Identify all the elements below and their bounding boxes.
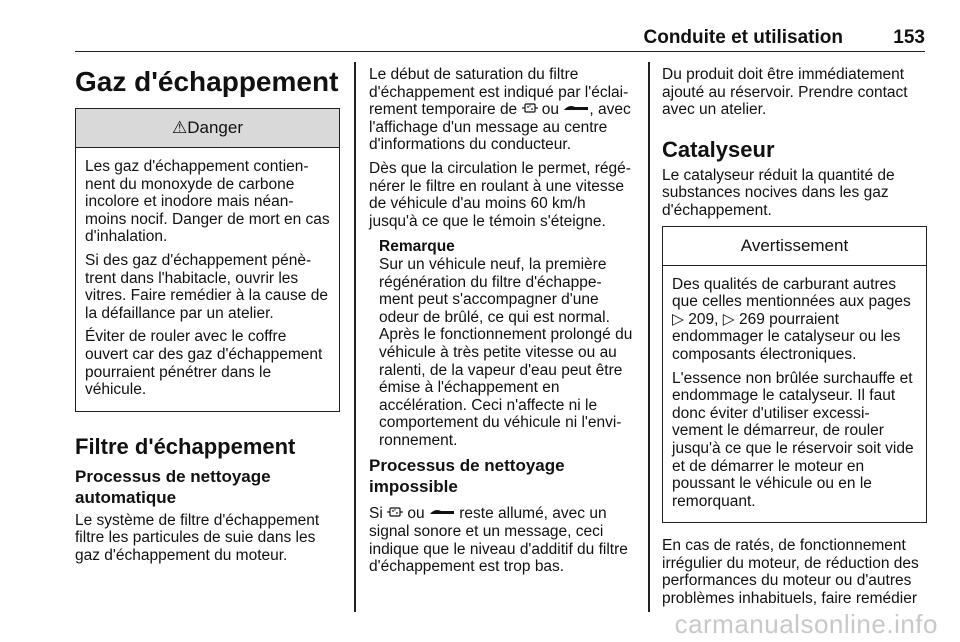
paragraph: Le catalyseur réduit la quantité de substances nocives dans les gaz d'échappement. — [662, 166, 895, 219]
exhaust-pipe-icon — [429, 505, 455, 523]
text-span: pourraient endommager le catalyseur ou les composants électroniques. — [672, 310, 901, 363]
warning-box — [662, 226, 927, 524]
column-3 — [662, 62, 927, 614]
page-reference-link[interactable]: 269 — [738, 310, 765, 328]
column-divider — [354, 62, 356, 612]
paragraph: En cas de ratés, de fonctionnement irrégulier du moteur, de réduction des performances du moteur ou d'autres problèmes inhabituels, faire remédier — [662, 537, 919, 608]
text-span: Des qualités de carburant autres que celles mentionnées aux pages — [672, 275, 911, 311]
subheading-impossible: Processus de nettoyage impossible — [369, 456, 565, 497]
paragraph — [369, 66, 634, 154]
warning-text — [672, 276, 918, 364]
warning-text: L'essence non brûlée surchauffe et endommage le catalyseur. Il faut donc éviter d'utiliser excessi-vement le démarreur, de rouler jusqu'à ce que le réservoir soit vide et de démarrer le moteur en poussant le véhicule ou en le remorquant. — [672, 369, 914, 510]
text-span: , avec l'affichage d'un message au centre d'informations du conducteur. — [369, 101, 631, 154]
paragraph: Du produit doit être immédiatement ajouté au réservoir. Prendre contact avec un atelier. — [662, 66, 908, 119]
danger-box — [75, 108, 340, 412]
column-divider — [648, 62, 650, 612]
text-span: Si — [369, 505, 388, 523]
section-heading-filter: Filtre d'échappement — [75, 433, 296, 459]
danger-text: Si des gaz d'échappement pénè-trent dans l'habitacle, ouvrir les vitres. Faire remédier à la cause de la défaillance par un atelier. — [85, 251, 328, 322]
exhaust-pipe-icon — [563, 101, 589, 119]
paragraph: Dès que la circulation le permet, régé-nérer le filtre en roulant à une vitesse de véhicule d'au moins 60 km/h jusqu'à ce que le témoin s'éteigne. — [369, 159, 631, 230]
page-reference-link[interactable]: 209 — [688, 310, 715, 328]
page-header — [75, 25, 925, 52]
danger-text: Les gaz d'échappement contien-nent du monoxyde de carbone incolore et inodore mais néan-moins nocif. Danger de mort en cas d'inhalation. — [85, 158, 330, 246]
paragraph: Le système de filtre d'échappement filtre les particules de suie dans les gaz d'échappement du moteur. — [75, 511, 320, 564]
remark-block — [379, 238, 634, 449]
page-ref-arrow-icon: ▷ — [722, 310, 735, 328]
page-number: 153 — [893, 27, 925, 48]
watermark: carmanualsonline.info — [674, 609, 938, 639]
page-ref-arrow-icon: ▷ — [672, 310, 684, 328]
section-title: Conduite et utilisation — [643, 27, 843, 48]
subheading-auto-cleaning: Processus de nettoyage automatique — [75, 466, 271, 507]
warning-header: Avertissement — [663, 227, 926, 266]
dpf-filter-icon — [522, 101, 538, 119]
danger-label: Danger — [187, 118, 243, 137]
warning-triangle-icon: ⚠ — [171, 118, 188, 137]
text-span: ou — [403, 505, 429, 523]
remark-title: Remarque — [379, 238, 455, 256]
column-2 — [369, 62, 634, 582]
text-span: , — [714, 310, 723, 328]
paragraph — [369, 505, 634, 575]
danger-header — [76, 109, 339, 148]
text-span: Le début de saturation du filtre d'échappement est indiqué par l'éclai-rement temporaire de — [369, 66, 629, 119]
text-span: reste allumé, avec un signal sonore et un message, ceci indique que le niveau d'additif du filtre d'échappement est trop bas. — [369, 505, 628, 576]
section-heading-catalyst: Catalyseur — [662, 136, 775, 162]
dpf-filter-icon — [387, 505, 403, 523]
page-title: Gaz d'échappement — [75, 66, 339, 97]
danger-text: Éviter de rouler avec le coffre ouvert car des gaz d'échappement pourraient pénétrer dans le véhicule. — [85, 328, 323, 399]
remark-text: Sur un véhicule neuf, la première régénération du filtre d'échappe-ment peut s'accompagner d'une odeur de brûlé, ce qui est normal. Après le fonctionnement prolongé du véhicule à très petite vitesse ou au ralenti, de la vapeur d'eau peut être émise à l'échappement en accélération. Ceci n'affecte ni le comportement du véhicule ni l'envi-ronnement. — [379, 255, 633, 449]
text-span: ou — [537, 101, 564, 119]
column-1 — [75, 62, 340, 571]
